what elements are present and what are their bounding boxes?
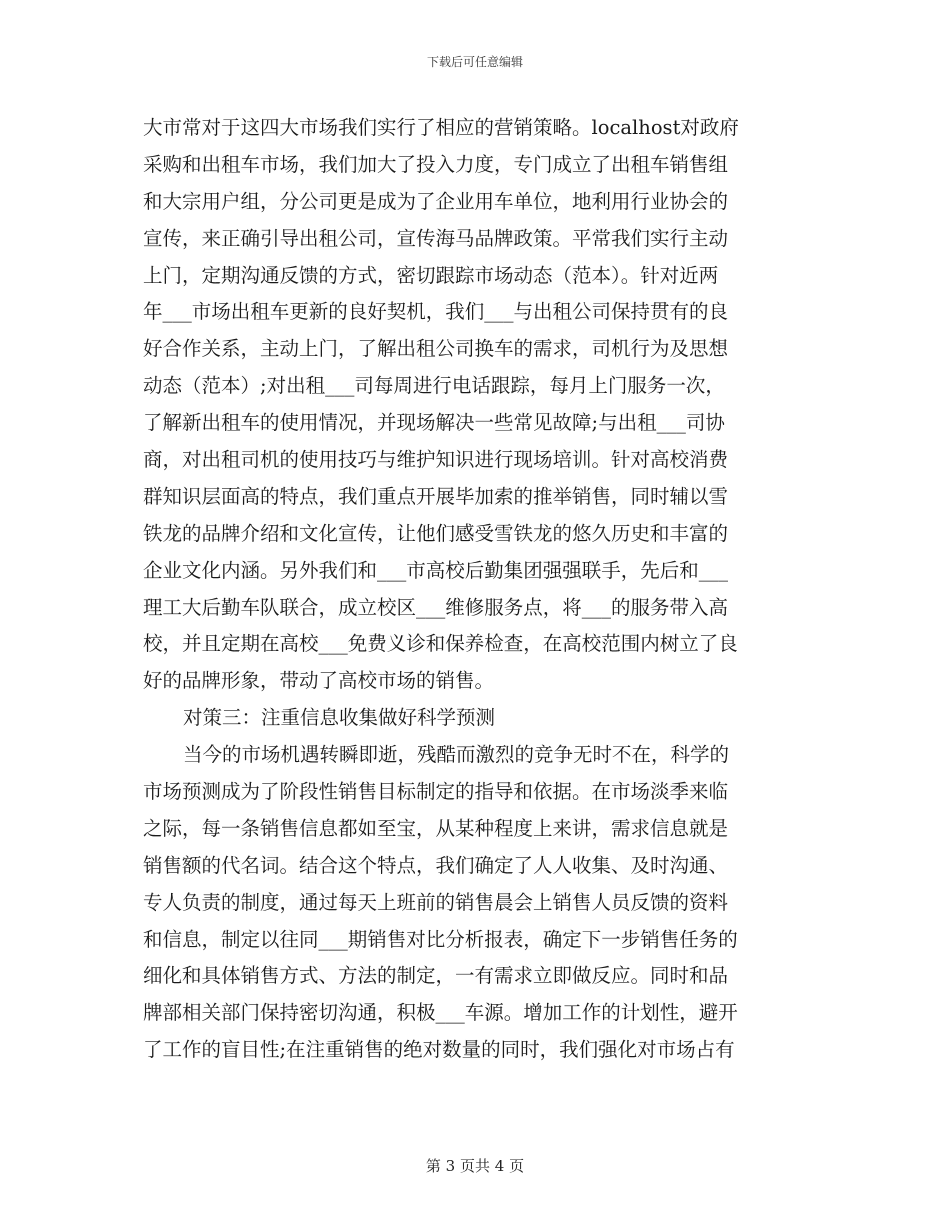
body-line: 和大宗用户组，分公司更是成为了企业用车单位，地利用行业协会的 [143,189,729,213]
body-line: 商，对出租司机的使用技巧与维护知识进行现场培训。针对高校消费 [143,448,729,472]
paragraph-first-line: 当今的市场机遇转瞬即逝，残酷而激烈的竞争无时不在，科学的 [183,743,730,767]
body-line: 上门，定期沟通反馈的方式，密切跟踪市场动态（范本）。针对近两 [143,263,719,287]
body-line: 之际，每一条销售信息都如至宝，从某种程度上来讲，需求信息就是 [143,816,729,840]
body-line: 理工大后勤车队联合，成立校区___维修服务点，将___的服务带入高 [143,595,729,619]
body-line: 年___市场出租车更新的良好契机，我们___与出租公司保持贯有的良 [143,300,729,324]
body-line: 了工作的盲目性;在注重销售的绝对数量的同时，我们强化对市场占有 [143,1038,735,1062]
body-line: 宣传，来正确引导出租公司，宣传海马品牌政策。平常我们实行主动 [143,226,729,250]
page-number: 第 3 页共 4 页 [425,1157,525,1175]
body-line: 大市常对于这四大市场我们实行了相应的营销策略。localhost对政府 [143,116,739,139]
body-line: 企业文化内涵。另外我们和___市高校后勤集团强强联手，先后和___ [143,558,729,582]
body-line: 校，并且定期在高校___免费义诊和保养检查，在高校范围内树立了良 [143,632,738,656]
body-line: 好的品牌形象，带动了高校市场的销售。 [143,669,495,693]
section-heading: 对策三：注重信息收集做好科学预测 [183,706,496,730]
body-line: 采购和出租车市场，我们加大了投入力度，专门成立了出租车销售组 [143,152,729,176]
body-line: 铁龙的品牌介绍和文化宣传，让他们感受雪铁龙的悠久历史和丰富的 [143,521,729,545]
body-line: 销售额的代名词。结合这个特点，我们确定了人人收集、及时沟通、 [143,853,729,877]
body-line: 牌部相关部门保持密切沟通，积极___车源。增加工作的计划性，避开 [143,1001,738,1025]
body-line: 群知识层面高的特点，我们重点开展毕加索的推举销售，同时辅以雪 [143,484,729,508]
page-header: 下载后可任意编辑 [426,55,523,69]
body-line: 和信息，制定以往同___期销售对比分析报表，确定下一步销售任务的 [143,927,738,951]
body-line: 了解新出租车的使用情况，并现场解决一些常见故障;与出租___司协 [143,411,725,435]
document-body [143,110,808,1069]
body-line: 专人负责的制度，通过每天上班前的销售晨会上销售人员反馈的资料 [143,890,729,914]
body-line: 好合作关系，主动上门，了解出租公司换车的需求，司机行为及思想 [143,337,729,361]
body-line: 细化和具体销售方式、方法的制定，一有需求立即做反应。同时和品 [143,964,729,988]
body-line: 动态（范本）;对出租___司每周进行电话跟踪，每月上门服务一次， [143,374,725,398]
body-line: 市场预测成为了阶段性销售目标制定的指导和依据。在市场淡季来临 [143,780,729,804]
